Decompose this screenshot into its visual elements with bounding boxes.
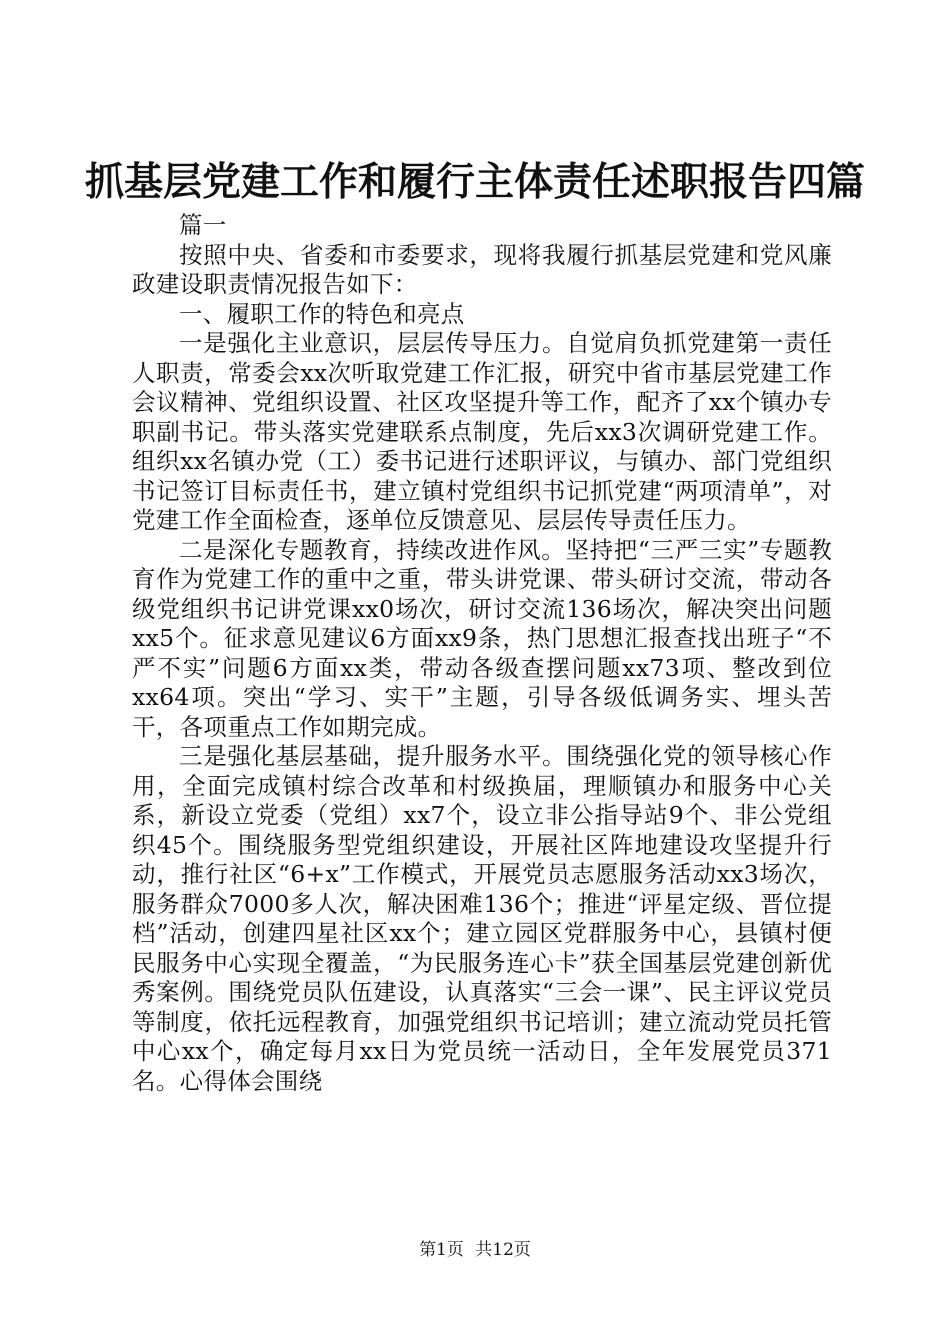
page-total: 共12页 [475,1240,531,1260]
section-heading-highlights: 一、履职工作的特色和亮点 [179,299,465,328]
paragraph-point-three: 三是强化基层基础，提升服务水平。围绕强化党的领导核心作用，全面完成镇村综合改革和村级换届，理顺镇办和服务中心关系，新设立党委（党组）xx7个，设立非公指导站9个、非公党组织45个。围绕服务型党组织建设，开展社区阵地建设攻坚提升行动，推行社区“6+x”工作模式，开展党员志愿服务活动xx3场次，服务群众7000多人次，解决困难136个；推进“评星定级、晋位提档”活动，创建四星社区xx个；建立园区党群服务中心，县镇村便民服务中心实现全覆盖，“为民服务连心卡”获全国基层党建创新优秀案例。围绕党员队伍建设，认真落实“三会一课”、民主评议党员等制度，依托远程教育，加强党组织书记培训；建立流动党员托管中心xx个，确定每月xx日为党员统一活动日，全年发展党员371名。心得体会围绕 [132,742,832,1095]
page-number: 第1页 [419,1240,464,1260]
page-footer [0,1239,950,1261]
document-body [132,211,832,1096]
section-heading-pian-yi: 篇一 [179,211,227,239]
paragraph-point-two: 二是深化专题教育，持续改进作风。坚持把“三严三实”专题教育作为党建工作的重中之重，带头讲党课、带头研讨交流，带动各级党组织书记讲党课xx0场次，研讨交流136场次，解决突出问题xx5个。征求意见建议6方面xx9条，热门思想汇报查找出班子“不严不实”问题6方面xx类，带动各级查摆问题xx73项、整改到位xx64项。突出“学习、实干”主题，引导各级低调务实、埋头苦干，各项重点工作如期完成。 [132,535,832,741]
document-title: 抓基层党建工作和履行主体责任述职报告四篇 [84,159,865,205]
intro-paragraph: 按照中央、省委和市委要求，现将我履行抓基层党建和党风廉政建设职责情况报告如下： [132,240,832,298]
paragraph-point-one: 一是强化主业意识，层层传导压力。自觉肩负抓党建第一责任人职责，常委会xx次听取党建工作汇报，研究中省市基层党建工作会议精神、党组织设置、社区攻坚提升等工作，配齐了xx个镇办专职副书记。带头落实党建联系点制度，先后xx3次调研党建工作。组织xx名镇办党（工）委书记进行述职评议，与镇办、部门党组织书记签订目标责任书，建立镇村党组织书记抓党建“两项清单”，对党建工作全面检查，逐单位反馈意见、层层传导责任压力。 [132,329,832,534]
